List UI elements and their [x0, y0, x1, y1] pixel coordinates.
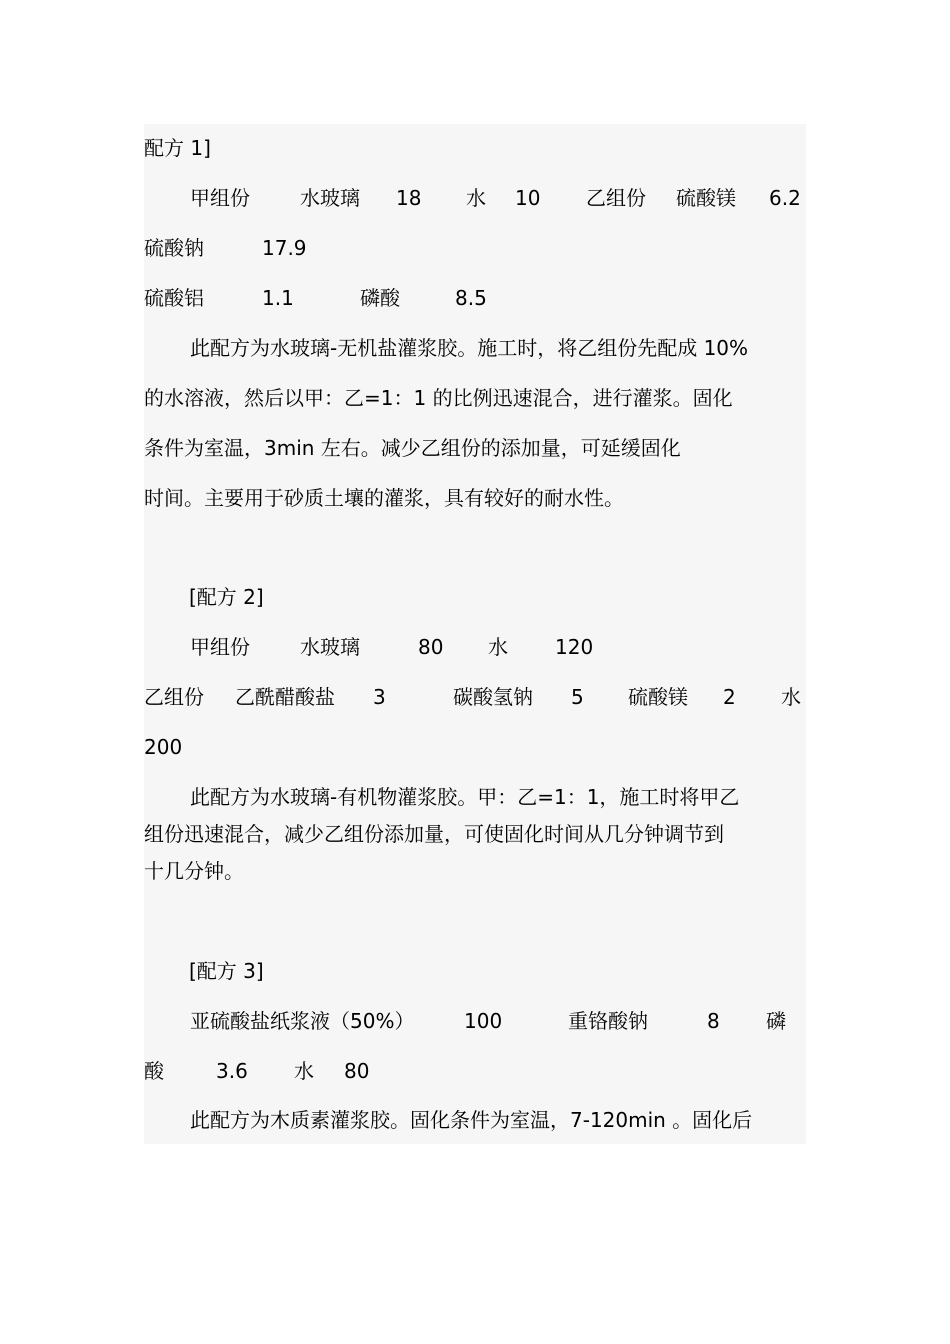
cell: 2 [723, 685, 736, 709]
cell: 100 [464, 1009, 503, 1033]
cell: 6.2 [769, 186, 801, 210]
cell: 硫酸镁 [628, 685, 688, 709]
cell: 乙酰醋酸盐 [235, 685, 335, 709]
cell: 甲组份 [190, 635, 250, 659]
cell: 水 [466, 186, 486, 210]
cell: 甲组份 [190, 186, 250, 210]
cell: 亚硫酸盐纸浆液（50%） [190, 1009, 415, 1033]
cell: 水 [488, 635, 508, 659]
cell: 乙组份 [586, 186, 646, 210]
cell: 8 [707, 1009, 720, 1033]
cell: 1.1 [262, 286, 294, 310]
formula-2-title: [配方 2] [189, 585, 264, 609]
formula-3-title: [配方 3] [189, 959, 264, 983]
cell: 乙组份 [144, 685, 204, 709]
cell: 17.9 [262, 236, 307, 260]
cell: 磷 [766, 1009, 786, 1033]
cell: 200 [144, 735, 183, 759]
cell: 磷酸 [360, 286, 400, 310]
cell: 3.6 [216, 1059, 248, 1083]
cell: 碳酸氢钠 [453, 685, 533, 709]
formula-1-title: 配方 1] [144, 136, 211, 160]
cell: 10 [515, 186, 541, 210]
cell: 酸 [144, 1059, 164, 1083]
cell: 硫酸钠 [144, 236, 204, 260]
cell: 120 [555, 635, 594, 659]
cell: 水玻璃 [300, 635, 360, 659]
cell: 5 [571, 685, 584, 709]
cell: 水 [294, 1059, 314, 1083]
cell: 硫酸铝 [144, 286, 204, 310]
cell: 水玻璃 [300, 186, 360, 210]
content-block [144, 124, 806, 1144]
cell: 硫酸镁 [676, 186, 736, 210]
cell: 水 [781, 685, 801, 709]
cell: 8.5 [455, 286, 487, 310]
cell: 80 [344, 1059, 370, 1083]
cell: 重铬酸钠 [568, 1009, 648, 1033]
cell: 18 [396, 186, 422, 210]
cell: 80 [418, 635, 444, 659]
cell: 3 [373, 685, 386, 709]
